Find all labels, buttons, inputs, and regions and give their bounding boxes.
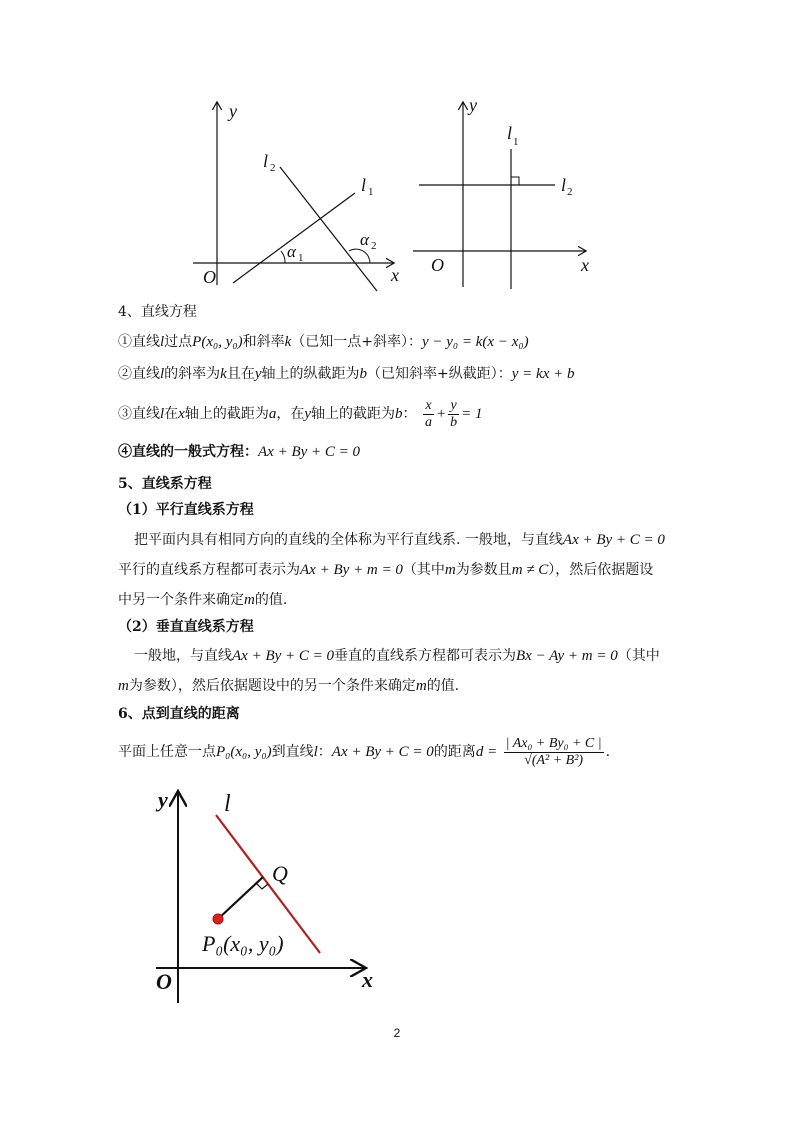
- alpha2-sub: 2: [371, 240, 377, 252]
- origin-label: O: [431, 255, 444, 275]
- l1-sub: 1: [513, 136, 519, 148]
- section6-heading: 6、点到直线的距离: [118, 706, 240, 722]
- origin-label: O: [203, 267, 216, 287]
- section5-p1-line1: 把平面内具有相同方向的直线的全体称为平行直线系. 一般地，与直线Ax + By + C = 0: [134, 532, 665, 548]
- y-label: y: [158, 787, 168, 812]
- origin-label: O: [156, 969, 172, 994]
- l2-sub: 2: [270, 162, 276, 174]
- l2-label: l: [561, 175, 567, 195]
- alpha1-sub: 1: [298, 252, 304, 264]
- x-label: x: [362, 967, 373, 992]
- section5-p1-line2: 平行的直线系方程都可表示为Ax + By + m = 0（其中m为参数且m ≠ C），然后依据题设: [118, 562, 654, 578]
- angle-arc-1: [281, 251, 285, 263]
- p0-label: P₀(x₀, y₀): [202, 931, 284, 956]
- y-label: y: [229, 101, 237, 121]
- line-l1: [233, 193, 355, 283]
- figure-perpendicular-lines: [405, 95, 605, 290]
- right-angle-mark: [511, 177, 519, 185]
- l-label: l: [224, 791, 231, 817]
- figure-point-to-line-distance: [150, 785, 390, 1010]
- section6-formula-line: 平面上任意一点P₀(x₀, y₀)到直线l：Ax + By + C = 0的距离d = $\frac{\text{| Ax₀ + By₀ + C |}}{\text{√(A² + B²)}}$ .: [118, 735, 611, 768]
- section5-heading: 5、直线系方程: [118, 476, 212, 492]
- section4-item4: ④直线的一般式方程：Ax + By + C = 0: [118, 444, 361, 460]
- x-label: x: [581, 255, 589, 275]
- l1-label: l: [361, 175, 367, 195]
- section5-sub1: （1）平行直线系方程: [118, 502, 254, 518]
- page-number: 2: [393, 1026, 401, 1040]
- section5-p1-line3: 中另一个条件来确定m的值.: [118, 592, 288, 608]
- section5-sub2: （2）垂直直线系方程: [118, 619, 254, 635]
- figure-inclination-angles: [185, 95, 415, 295]
- section4-heading: 4、直线方程: [118, 304, 197, 320]
- l1-label: l: [507, 123, 513, 143]
- section4-item1: ①直线l过点P(x₀, y₀)和斜率k（已知一点+斜率）：y − y₀ = k(x − x₀): [118, 334, 529, 350]
- distance-fraction: $\frac{\text{| Ax₀ + By₀ + C |}}{\text{√(A² + B²)}}$: [505, 735, 602, 768]
- alpha2-label: α: [360, 230, 369, 249]
- section4-item3: ③直线l在x轴上的截距为a，在y轴上的截距为b： $\frac{x}{a}$ + $\frac{y}{b}$ = 1: [118, 397, 483, 430]
- alpha1-label: α: [287, 242, 296, 261]
- l2-sub: 2: [567, 186, 573, 198]
- angle-arc-2: [349, 249, 370, 263]
- l2-label: l: [263, 151, 269, 171]
- right-angle-mark: [256, 883, 268, 889]
- fraction-y-over-b: $\frac{y}{b}$: [450, 397, 458, 430]
- x-label: x: [391, 265, 399, 285]
- y-label: y: [469, 95, 477, 115]
- point-p0: [213, 914, 223, 924]
- l1-sub: 1: [368, 186, 374, 198]
- section5-p2-line2: m为参数），然后依据题设中的另一个条件来确定m的值.: [118, 678, 460, 694]
- section5-p2-line1: 一般地，与直线Ax + By + C = 0垂直的直线系方程都可表示为Bx − Ay + m = 0（其中: [134, 648, 660, 664]
- q-label: Q: [272, 861, 288, 886]
- section4-item2: ②直线l的斜率为k且在y轴上的纵截距为b（已知斜率+纵截距）：y = kx + b: [118, 366, 575, 382]
- fraction-x-over-a: $\frac{x}{a}$: [424, 397, 432, 430]
